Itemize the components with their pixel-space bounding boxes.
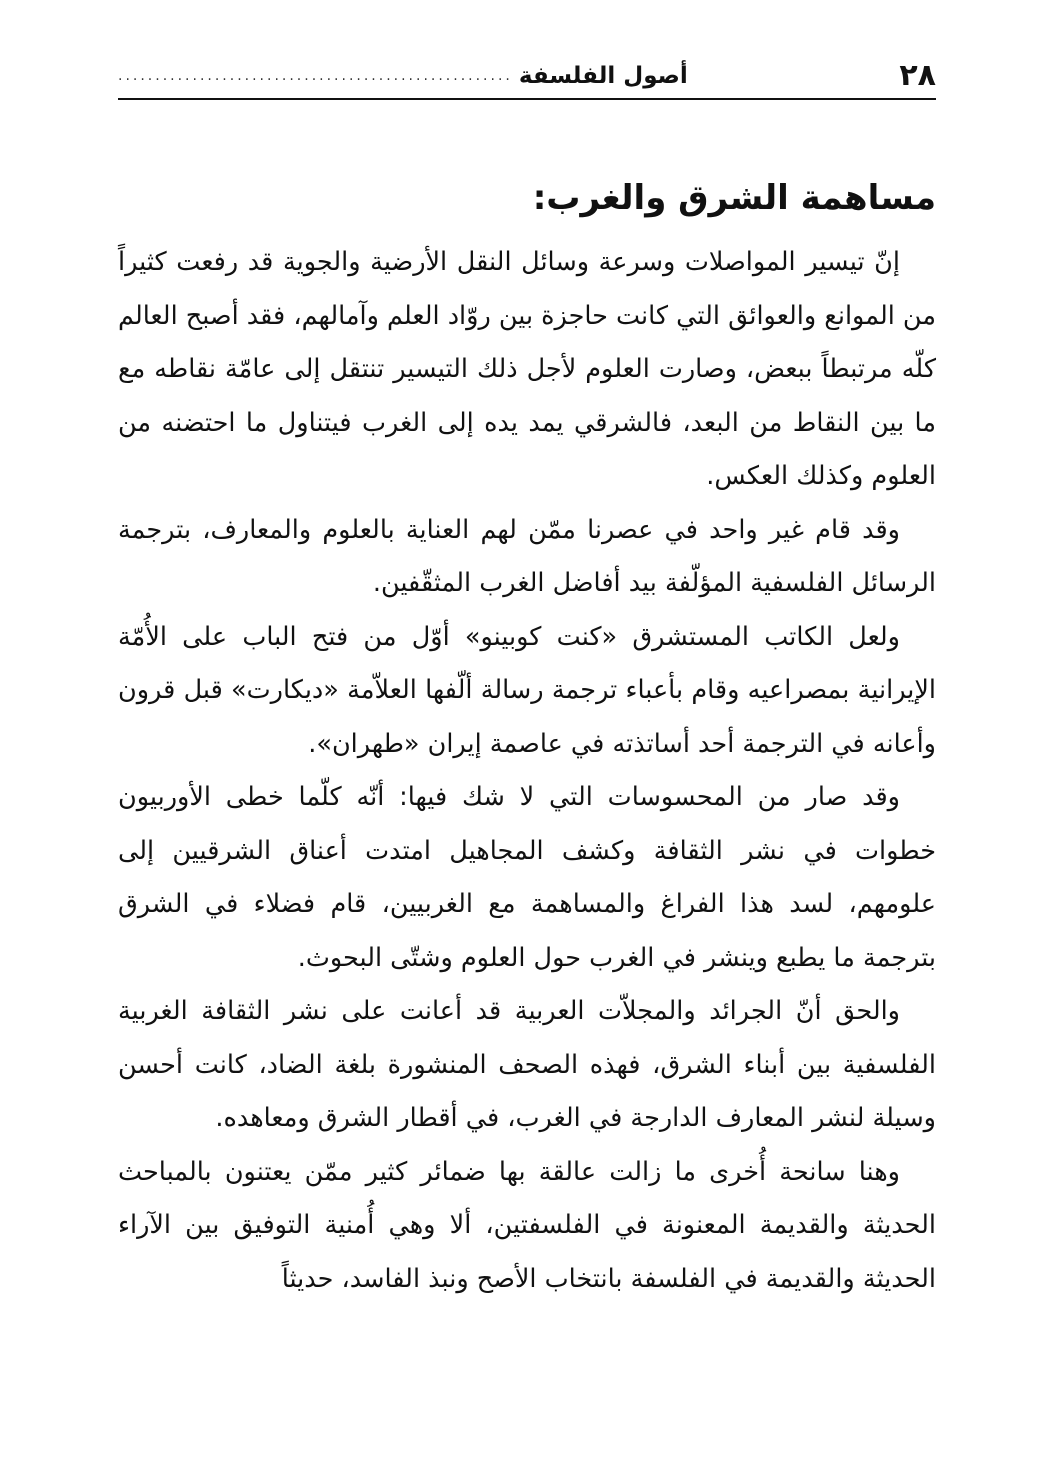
paragraph-3: ولعل الكاتب المستشرق «كنت كوبينو» أوّل من فتح الباب على الأُمّة الإيرانية بمصراعيه وقام بأعباء ترجمة رسالة ألّفها العلاّمة «ديكارت» قبل قرون وأعانه في الترجمة أحد أساتذته في عاصمة إيران «طهران». xyxy=(118,621,936,759)
book-title-group xyxy=(118,63,688,89)
page-number: ٢٨ xyxy=(899,58,936,93)
section-heading: مساهمة الشرق والغرب: xyxy=(532,178,936,219)
paragraph-4: وقد صار من المحسوسات التي لا شك فيها: أنّه كلّما خطى الأوربيون خطوات في نشر الثقافة وكشف المجاهيل امتدت أعناق الشرقيين إلى علومهم، لسد هذا الفراغ والمساهمة مع الغربيين، قام فضلاء في الشرق بترجمة ما يطبع وينشر في الغرب حول العلوم وشتّى البحوث. xyxy=(118,782,936,973)
paragraph-1: إنّ تيسير المواصلات وسرعة وسائل النقل الأرضية والجوية قد رفعت كثيراً من الموانع والعوائق التي كانت حاجزة بين روّاد العلم وآمالهم، فقد أصبح العالم كلّه مرتبطاً ببعض، وصارت العلوم لأجل ذلك التيسير تنتقل إلى عامّة نقاطه مع ما بين النقاط من البعد، فالشرقي يمد يده إلى الغرب فيتناول ما احتضنه من العلوم وكذلك العكس. xyxy=(118,247,936,491)
paragraph-6: وهنا سانحة أُخرى ما زالت عالقة بها ضمائر كثير ممّن يعتنون بالمباحث الحديثة والقديمة المعنونة في الفلسفتين، ألا وهي أُمنية التوفيق بين الآراء الحديثة والقديمة في الفلسفة بانتخاب الأصح ونبذ الفاسد، حديثاً xyxy=(118,1156,936,1294)
paragraph-2: وقد قام غير واحد في عصرنا ممّن لهم العناية بالعلوم والمعارف، بترجمة الرسائل الفلسفية المؤلّفة بيد أفاضل الغرب المثقّفين. xyxy=(118,514,936,598)
book-title: أصول الفلسفة xyxy=(518,63,688,89)
running-header xyxy=(118,54,936,100)
paragraph-5: والحق أنّ الجرائد والمجلاّت العربية قد أعانت على نشر الثقافة الغربية الفلسفية بين أبناء الشرق، فهذه الصحف المنشورة بلغة الضاد، كانت أحسن وسيلة لنشر المعارف الدارجة في الغرب، في أقطار الشرق ومعاهده. xyxy=(118,996,936,1133)
leader-dots: ..................................................... xyxy=(118,68,513,84)
body-text xyxy=(118,236,936,1306)
